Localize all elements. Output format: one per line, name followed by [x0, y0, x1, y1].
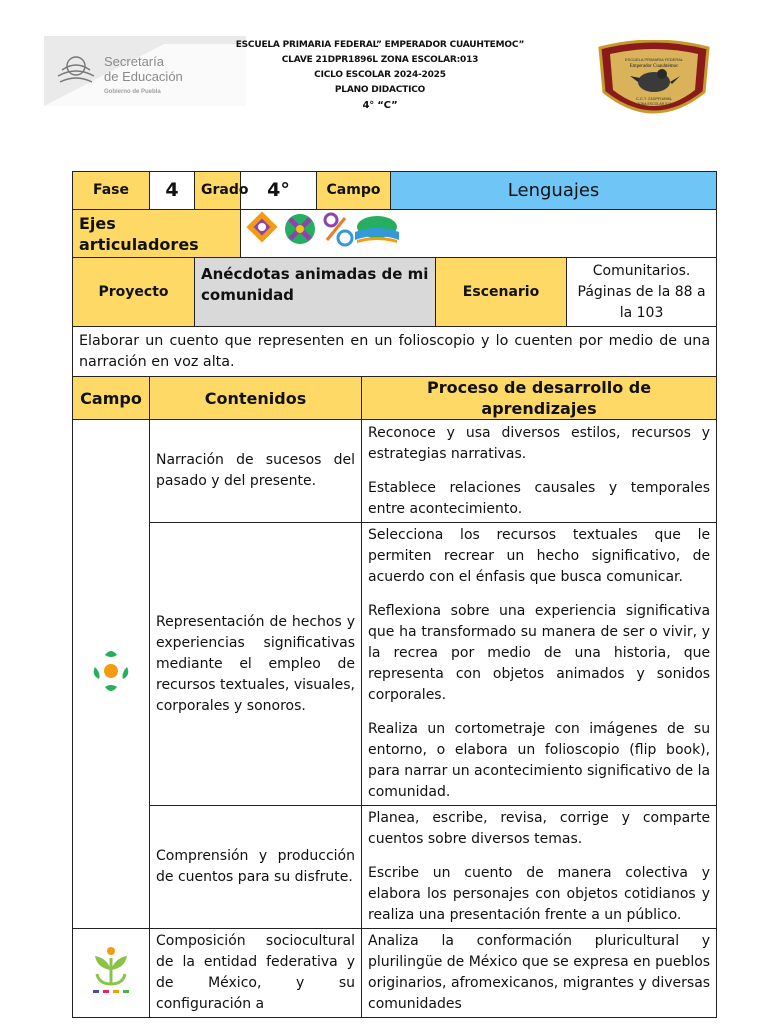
proceso-cell [362, 806, 717, 929]
proceso-item: Selecciona los recursos textuales que le permiten recrear un hecho significativo, de acuerdo con el énfasis que busca comunicar. [368, 527, 711, 585]
escenario-label: Escenario [436, 258, 567, 327]
campo-value: Lenguajes [391, 172, 717, 210]
crest-line-2: Emperador Cuauhtémoc [629, 64, 679, 69]
secretaria-educacion-logo [44, 36, 246, 106]
school-name: ESCUELA PRIMARIA FEDERAL” EMPERADOR CUAUHTEMOC” [235, 40, 525, 50]
proceso-item: Establece relaciones causales y temporales entre acontecimiento. [368, 479, 711, 517]
info-row [73, 172, 717, 210]
etica-campo-icon [89, 944, 133, 996]
proceso-item: Reflexiona sobre una experiencia significativa que ha transformado su manera de ser o vivir, y la recrea por medio de una historia, que representa con objetos animados y sonidos corporales. [368, 603, 711, 703]
proceso-item: Planea, escribe, revisa, corrige y comparte cuentos sobre diversos temas. [368, 810, 711, 847]
content-row [73, 523, 717, 806]
grado-value: 4° [241, 172, 317, 210]
school-key: CLAVE 21DPR1896L ZONA ESCOLAR:013 [281, 55, 479, 65]
school-crest-logo [594, 40, 714, 120]
ejes-icons [241, 210, 717, 258]
logo-line-2: de Educación [104, 69, 183, 84]
campo-column-header: Campo [73, 377, 150, 420]
fase-value: 4 [150, 172, 195, 210]
contenido-cell: Comprensión y producción de cuentos para su disfrute. [150, 806, 362, 929]
proceso-cell [362, 420, 717, 523]
proceso-cell [362, 523, 717, 806]
proceso-column-header: Proceso de desarrollo de aprendizajes [362, 377, 717, 420]
contenido-cell: Representación de hechos y experiencias significativas mediante el empleo de recursos textuales, visuales, corporales y sonoros. [150, 523, 362, 806]
proyecto-value: Anécdotas animadas de mi comunidad [195, 258, 436, 327]
logo-line-1: Secretaría [104, 54, 164, 69]
header-row [73, 377, 717, 420]
crest-line-4: ZONA ESCOLAR 013 [636, 102, 672, 106]
proyecto-row [73, 258, 717, 327]
content-row [73, 929, 717, 1018]
proceso-cell [362, 929, 717, 1018]
school-header [230, 38, 530, 113]
escenario-value: Comunitarios. Páginas de la 88 a la 103 [567, 258, 717, 327]
interculturality-axis-icon [325, 214, 352, 245]
objective-row [73, 327, 717, 377]
etica-campo-cell [73, 929, 150, 1018]
ejes-row [73, 210, 717, 258]
content-row [73, 420, 717, 523]
proceso-item: Analiza la conformación pluricultural y plurilingüe de México que se expresa en pueblos originarios, afromexicanos, migrantes y diversas comunidades [368, 933, 711, 1012]
critical-thinking-axis-icon [285, 214, 315, 244]
school-cycle: CICLO ESCOLAR 2024-2025 [314, 70, 446, 80]
inclusion-axis-icon [246, 211, 277, 242]
doc-type: PLANO DIDACTICO [334, 85, 426, 95]
proceso-item: Escribe un cuento de manera colectiva y elabora los personajes con objetos cotidianos y realiza una presentación frente a un público. [368, 865, 711, 923]
objective-text: Elaborar un cuento que representen en un folioscopio y lo cuenten por medio de una narración en voz alta. [73, 327, 717, 377]
campo-label: Campo [317, 172, 391, 210]
proceso-item: Realiza un cortometraje con imágenes de su entorno, o elabora un folioscopio (flip book), para narrar un acontecimiento significativo de la comunidad. [368, 721, 711, 800]
planning-table [72, 171, 717, 1018]
crest-line-1: ESCUELA PRIMARIA FEDERAL [624, 57, 684, 62]
content-row [73, 806, 717, 929]
crest-line-3: C.C.T. 21DPR1896L [635, 96, 673, 101]
ejes-label: Ejes articuladores [73, 210, 241, 258]
fase-label: Fase [73, 172, 150, 210]
proceso-item: Reconoce y usa diversos estilos, recursos y estrategias narrativas. [368, 424, 711, 462]
contenido-cell: Narración de sucesos del pasado y del presente. [150, 420, 362, 523]
lenguajes-campo-icon [91, 645, 131, 697]
proyecto-label: Proyecto [73, 258, 195, 327]
contenido-cell: Composición sociocultural de la entidad federativa y de México, y su configuración a [150, 929, 362, 1018]
reading-axis-icon [355, 216, 399, 243]
lenguajes-campo-cell [73, 420, 150, 929]
grado-label: Grado [195, 172, 241, 210]
grade-group: 4° “C” [362, 100, 398, 111]
logo-line-3: Gobierno de Puebla [104, 89, 161, 95]
contenidos-column-header: Contenidos [150, 377, 362, 420]
